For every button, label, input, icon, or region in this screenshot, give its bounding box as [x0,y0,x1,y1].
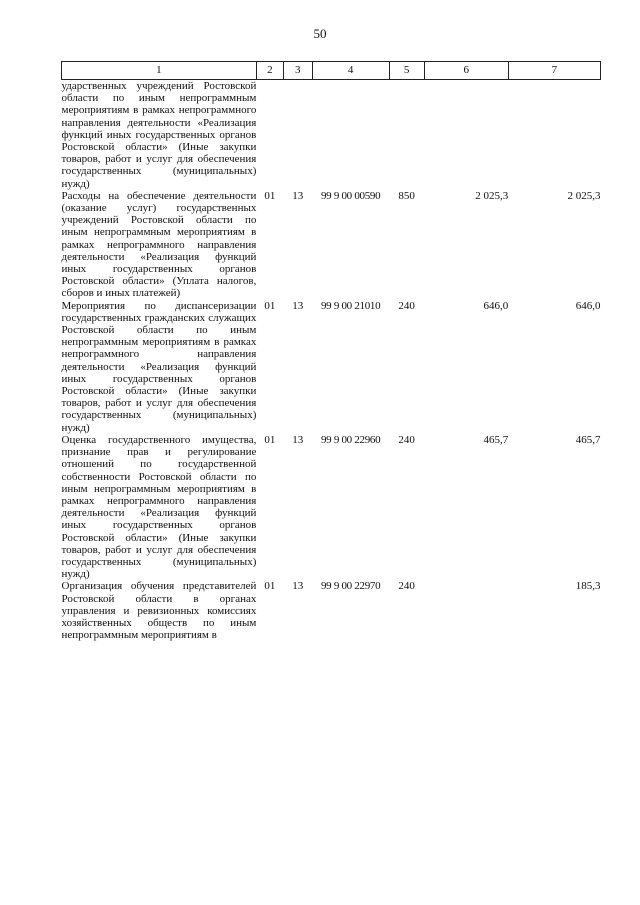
cell-csr: 99 9 00 00590 [320,189,381,202]
cell-pr: 13 [292,299,304,312]
column-header: 4 [312,62,389,80]
table-row [62,300,601,434]
cell-rz: 01 [264,189,276,202]
cell-vr: 240 [398,433,415,446]
table-row [62,190,601,300]
table-row [62,80,601,190]
cell-sum-2: 2 025,3 [567,189,601,202]
cell-vr: 240 [398,580,415,593]
table-row [62,580,601,641]
cell-rz: 01 [264,580,276,593]
cell-pr: 13 [292,433,304,446]
column-header: 5 [389,62,424,80]
cell-sum-2: 185,3 [575,580,601,593]
cell-rz [256,80,283,190]
row-description: ударственных учреждений Ростовской области по иным непрограммным мероприятиям в рамках непрограммного направления деятельности «Реализация функций иных государственных органов Ростовской области» (Иные закупки товаров, работ и услуг для обеспечения государственных (муниципальных) нужд) [61,80,257,190]
cell-vr: 240 [398,299,415,312]
cell-rz: 01 [264,433,276,446]
row-description: Расходы на обеспечение деятельности (оказание услуг) государственных учреждений Ростовской области по иным непрограммным мероприятиям в рамках непрограммного направления деятельности «Реализация функций иных государственных органов Ростовской области» (Уплата налогов, сборов и иных платежей) [61,189,257,300]
cell-sum-1 [424,580,508,641]
cell-pr [283,80,312,190]
cell-pr: 13 [292,580,304,593]
page-number: 50 [313,26,327,41]
cell-sum-1: 2 025,3 [475,189,509,202]
row-description: Оценка государственного имущества, признание прав и регулирование отношений по государственной собственности Ростовской области по иным непрограммным мероприятиям в рамках непрограммного направления деятельности «Реализация функций иных государственных органов Ростовской области» (Иные закупки товаров, работ и услуг для обеспечения государственных (муниципальных) нужд) [61,433,257,581]
column-header: 1 [62,62,257,80]
column-header: 7 [508,62,600,80]
cell-pr: 13 [292,189,304,202]
cell-sum-1: 646,0 [483,299,509,312]
budget-table [61,61,601,641]
cell-sum-2 [508,80,600,190]
cell-sum-1: 465,7 [483,433,509,446]
cell-csr: 99 9 00 22960 [320,433,381,446]
column-header: 3 [283,62,312,80]
cell-rz: 01 [264,299,276,312]
table-row [62,434,601,580]
table-header-row [62,62,601,80]
column-header: 2 [256,62,283,80]
cell-sum-2: 646,0 [575,299,601,312]
row-description: Мероприятия по диспансеризации государственных гражданских служащих Ростовской области по иным непрограммным мероприятиям в рамках непрограммного направления деятельности «Реализация функций иных государственных органов Ростовской области» (Иные закупки товаров, работ и услуг для обеспечения государственных (муниципальных) нужд) [61,299,257,434]
row-description: Организация обучения представителей Ростовской области в органах управления и ревизионных комиссиях хозяйственных обществ по иным непрограммным мероприятиям в [61,580,257,642]
cell-csr: 99 9 00 21010 [320,299,381,312]
cell-vr [389,80,424,190]
cell-csr: 99 9 00 22970 [320,580,381,593]
column-header: 6 [424,62,508,80]
cell-vr: 850 [398,189,415,202]
cell-csr [312,80,389,190]
cell-sum-2: 465,7 [575,433,601,446]
cell-sum-1 [424,80,508,190]
